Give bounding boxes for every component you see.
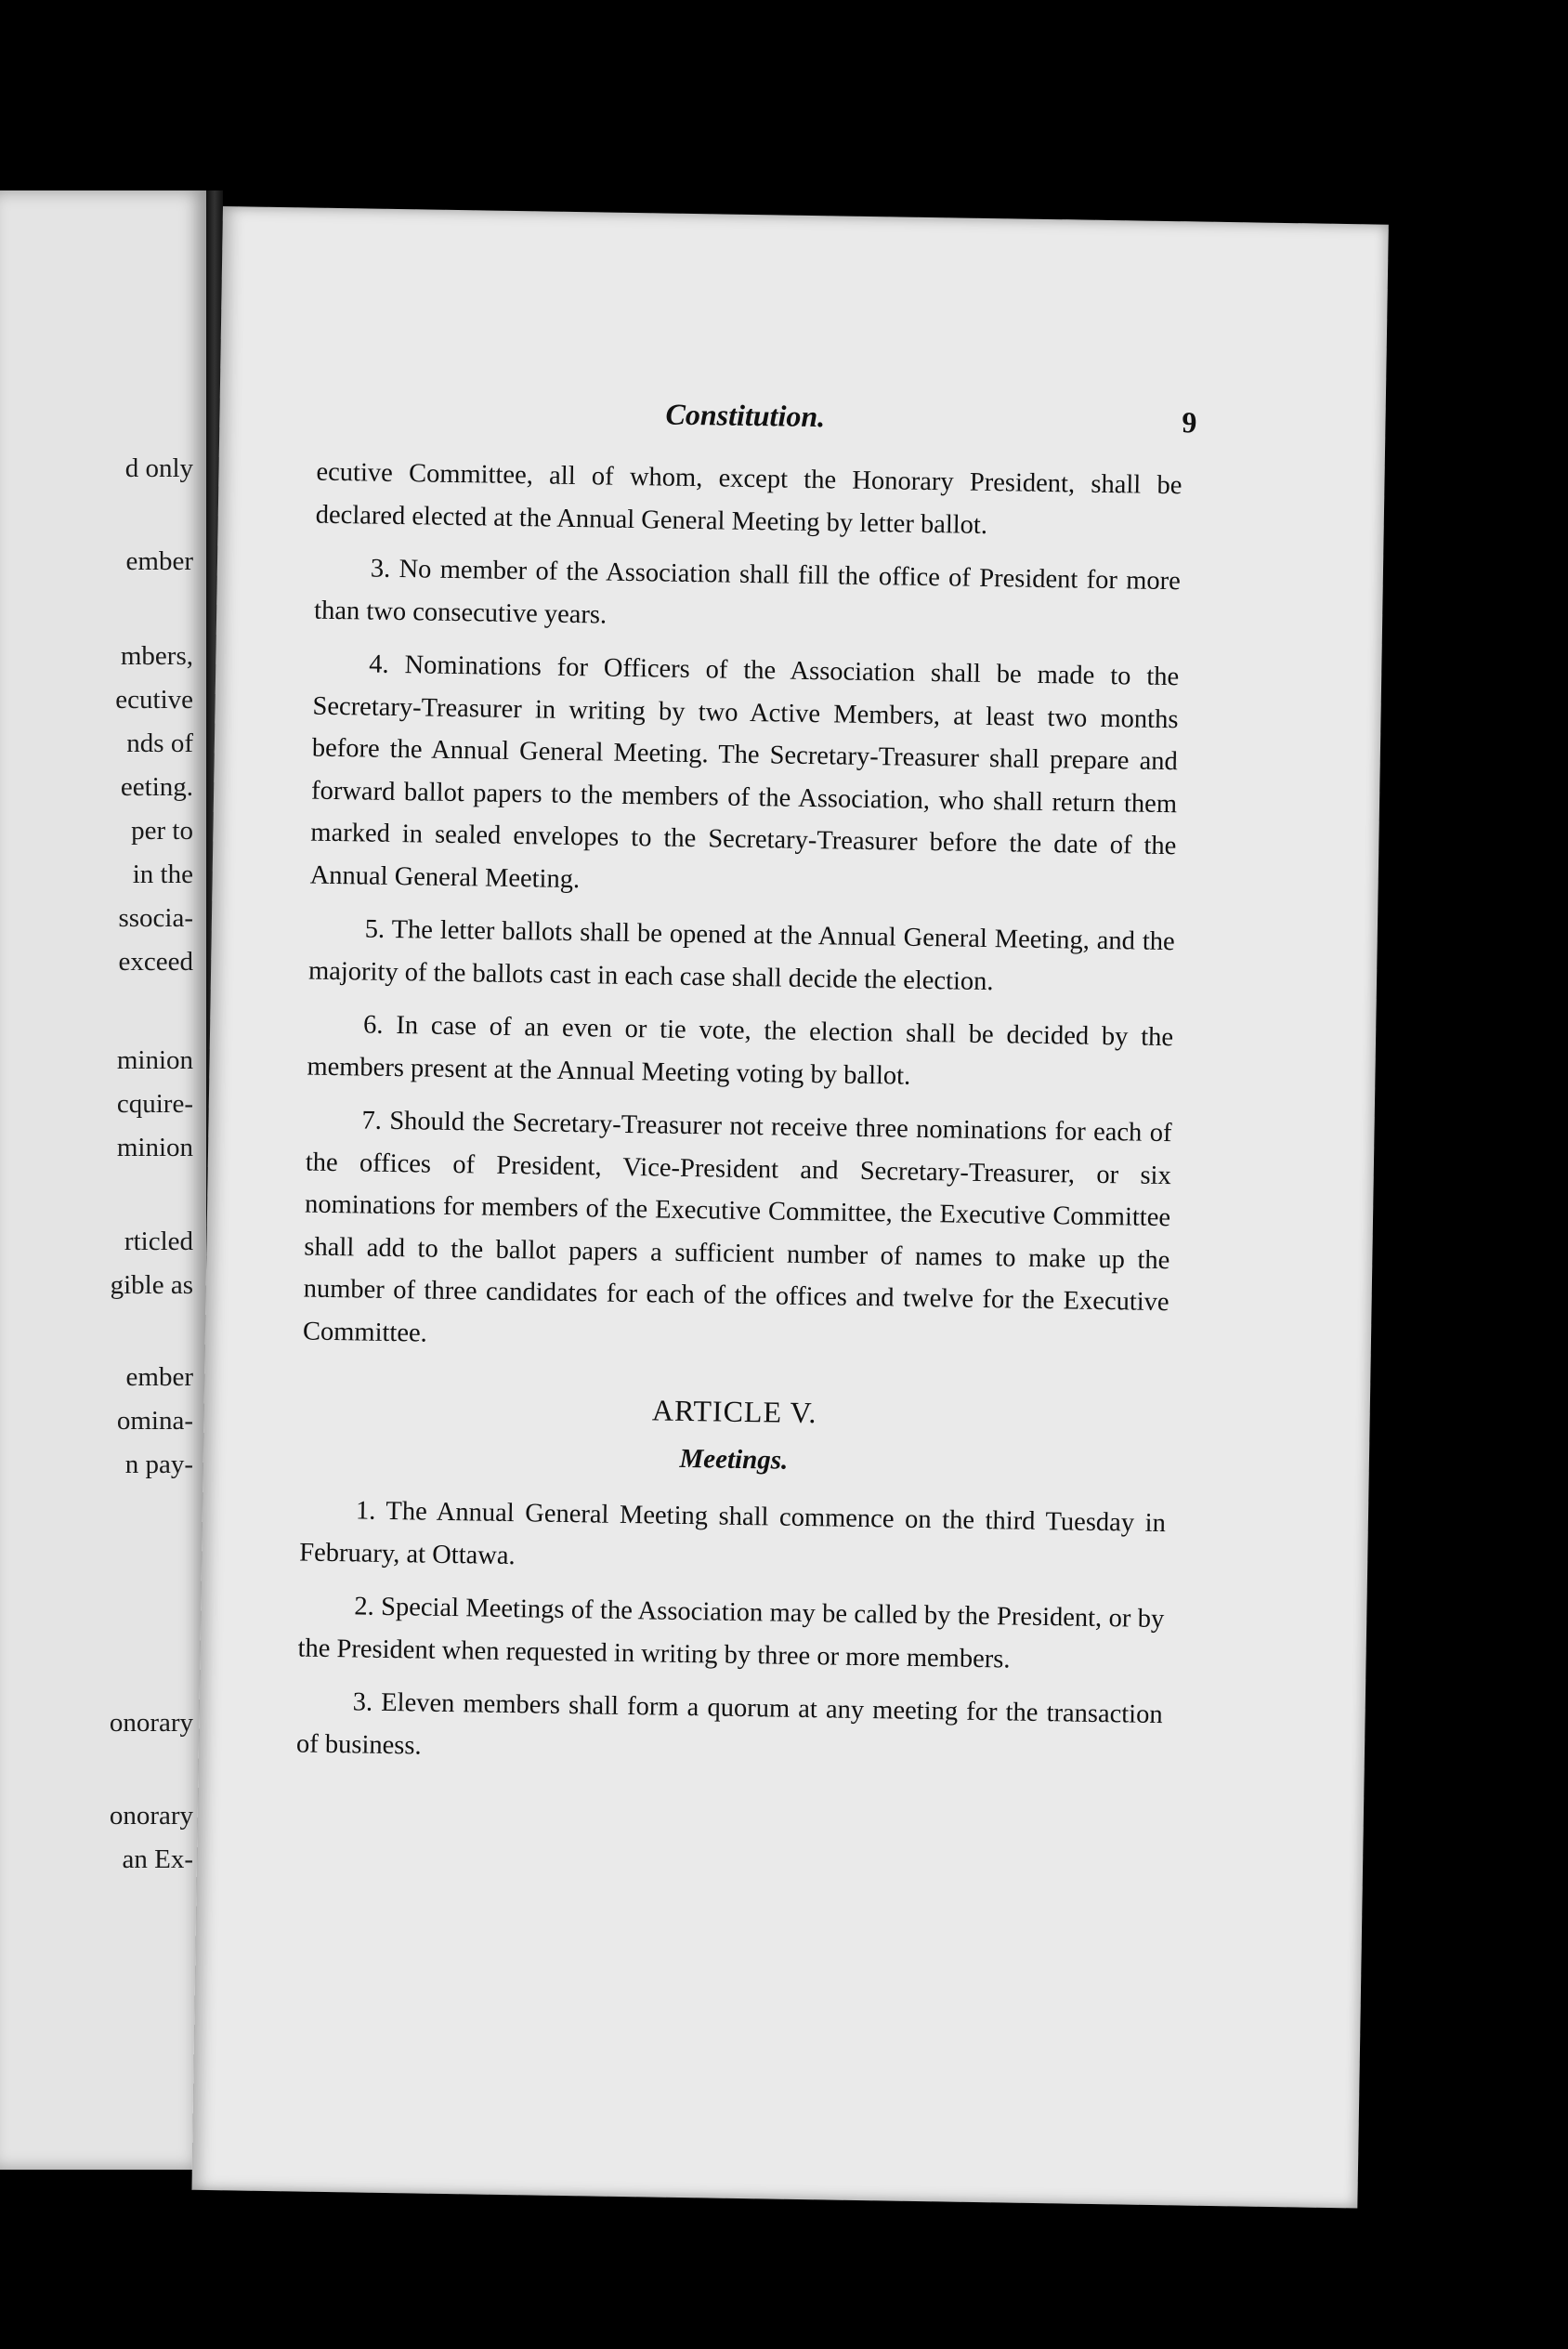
left-page-line: nds of: [126, 728, 193, 758]
left-page-line: ember: [125, 1362, 193, 1392]
left-page-line: rticled: [124, 1227, 193, 1256]
running-head: [219, 390, 1385, 446]
running-title: Constitution.: [665, 397, 826, 434]
paragraph-4: 4. Nominations for Officers of the Association shall be made to the Secretary-Treasurer in writing by two Active Members, at least two months before the Annual General Meeting. The Secretary-Treasurer shall prepare and forward ballot papers to the members of the Association, who shall return them marked in sealed envelopes to the Secretary-Treasurer before the date of the Annual General Meeting.: [309, 650, 1180, 894]
right-page: [191, 206, 1388, 2208]
left-page-line: ecutive: [115, 685, 193, 715]
paragraph-5: 5. The letter ballots shall be opened at the Annual General Meeting, and the majority of the ballots cast in each case shall decide the election.: [307, 914, 1175, 996]
left-facing-page: [0, 190, 206, 2170]
article-heading: ARTICLE V.: [651, 1393, 817, 1430]
left-page-line: omina-: [116, 1406, 193, 1436]
meetings-paragraph-1: 1. The Annual General Meeting shall commence on the third Tuesday in February, at Ottawa.: [299, 1496, 1167, 1570]
body-text: [295, 452, 1182, 1790]
left-page-line: ember: [125, 546, 193, 576]
left-page-line: n pay-: [124, 1450, 193, 1479]
left-page-line: onorary: [109, 1708, 193, 1738]
meetings-paragraph-3: 3. Eleven members shall form a quorum at any meeting for the transaction of business.: [295, 1687, 1163, 1761]
left-page-line: in the: [132, 860, 193, 889]
paragraph-continued: ecutive Committee, all of whom, except the Honorary President, shall be declared elected at the Annual General Meeting by letter ballot.: [315, 457, 1183, 540]
left-page-line: d only: [124, 453, 193, 483]
left-page-line: eeting.: [120, 772, 193, 802]
left-page-line: mbers,: [120, 641, 193, 671]
left-page-line: gible as: [110, 1270, 193, 1300]
paragraph-7: 7. Should the Secretary-Treasurer not receive three nominations for each of the offices of President, Vice-President and Secretary-Treasurer, or six nominations for members of the Executive Committee, the Executive Committee shall add to the ballot papers a sufficient number of names to make up the number of three candidates for each of the offices and twelve for the Executive Committee.: [302, 1106, 1172, 1348]
page-number: 9: [1182, 405, 1197, 440]
left-page-line: minion: [116, 1133, 193, 1162]
paragraph-6: 6. In case of an even or tie vote, the election shall be decided by the members present at the Annual Meeting voting by ballot.: [307, 1010, 1174, 1091]
meetings-paragraph-2: 2. Special Meetings of the Association may be called by the President, or by the President when requested in writing by three or more members.: [297, 1592, 1165, 1674]
left-page-line: per to: [131, 816, 193, 846]
paragraph-3: 3. No member of the Association shall fill the office of President for more than two consecutive years.: [313, 554, 1182, 630]
left-page-line: onorary: [109, 1801, 193, 1831]
left-page-line: ssocia-: [118, 903, 193, 933]
left-page-line: an Ex-: [122, 1844, 193, 1874]
left-page-line: cquire-: [116, 1089, 193, 1119]
article-subheading: Meetings.: [679, 1443, 789, 1476]
left-page-line: minion: [116, 1045, 193, 1075]
left-page-line: exceed: [118, 947, 193, 977]
